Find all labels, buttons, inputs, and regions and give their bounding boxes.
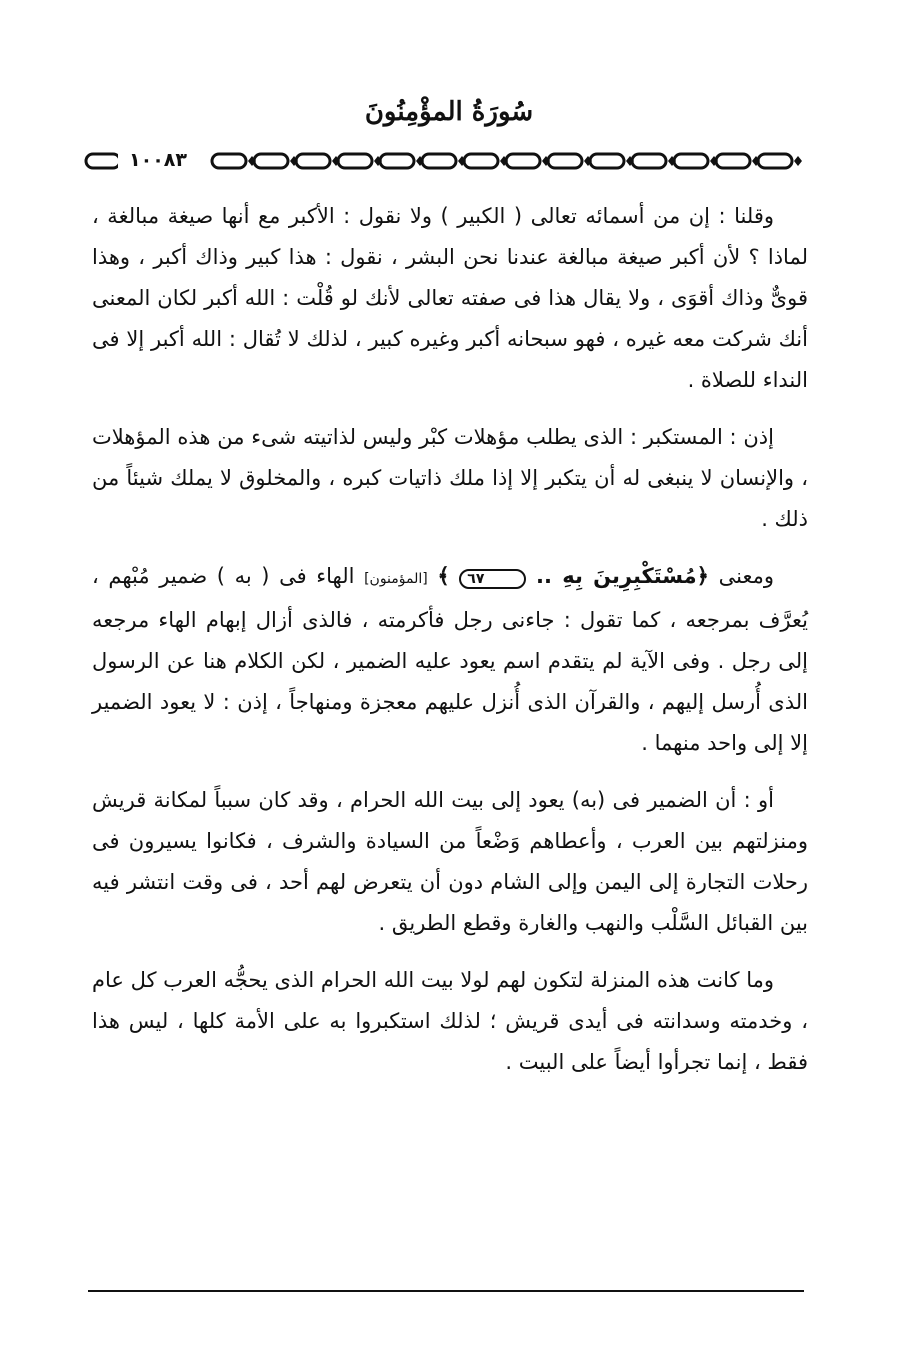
quran-verse: مُسْتَكْبِرِينَ بِهِ .. xyxy=(536,564,697,588)
ayah-number: ٦٧ xyxy=(459,569,526,589)
paragraph-3-text: الهاء فى ( به ) ضمير مُبْهم ، يُعرَّف بمرجعه ، كما تقول : جاءنى رجل فأكرمته ، فالذى أزال إبهام الهاء مرجعه إلى رجل . وفى الآية لم يتقدم اسم يعود عليه الضمير ، لكن الكلام هنا عن الرسول الذى أُرسل إليهم ، والقرآن الذى أُنزل عليهم معجزة ومنهاجاً ، إذن : لا يعود الضمير إلا إلى واحد منهما . xyxy=(92,564,808,755)
body-text xyxy=(92,196,808,1099)
quran-bracket-close: ﴾ xyxy=(437,564,450,588)
paragraph-1: وقلنا : إن من أسمائه تعالى ( الكبير ) ولا نقول : الأكبر مع أنها صيغة مبالغة ، لماذا ؟ لأن أكبر صيغة مبالغة عندنا نحن البشر ، نقول : هذا كبير وذاك أكبر ، وهذا قوىٌّ وذاك أقوَى ، ولا يقال هذا فى صفته تعالى لأنك لو قُلْت : الله أكبر لكان المعنى أنك شركت معه غيره ، فهو سبحانه أكبر وغيره كبير ، لذلك لا تُقال : الله أكبر إلا فى النداء للصلاة . xyxy=(92,204,808,392)
paragraph-lead: ومعنى xyxy=(718,564,774,588)
surah-reference: [المؤمنون] xyxy=(364,571,428,587)
paragraph-5: وما كانت هذه المنزلة لتكون لهم لولا بيت الله الحرام الذى يحجُّه العرب كل عام ، وخدمته وسدانته فى أيدى قريش ؛ لذلك استكبروا به على الأمة كلها ، ليس هذا فقط ، إنما تجرأوا أيضاً على البيت . xyxy=(92,968,808,1074)
surah-title: سُورَةُ المؤْمِنُونَ xyxy=(364,97,534,127)
footer-divider xyxy=(88,1290,804,1292)
page-number: ١٠٠٨٣ xyxy=(118,146,198,174)
paragraph-3 xyxy=(92,556,808,764)
paragraph-2: إذن : المستكبر : الذى يطلب مؤهلات كبْر وليس لذاتيته شىء من هذه المؤهلات ، والإنسان لا ينبغى له أن يتكبر إلا إذا ملك ذاتيات كبره ، والمخلوق لا يملك شيئاً من ذلك . xyxy=(92,425,808,531)
quran-bracket-open: ﴿ xyxy=(696,564,709,588)
paragraph-4: أو : أن الضمير فى (به) يعود إلى بيت الله الحرام ، وقد كان سبباً لمكانة قريش ومنزلتهم بين العرب ، وأعطاهم وَضْعاً من السيادة والشرف ، فكانوا يسيرون فى رحلات التجارة إلى اليمن وإلى الشام دون أن يتعرض لهم أحد ، فى وقت انتشر فيه بين القبائل السَّلْب والنهب والغارة وقطع الطريق . xyxy=(92,788,808,935)
